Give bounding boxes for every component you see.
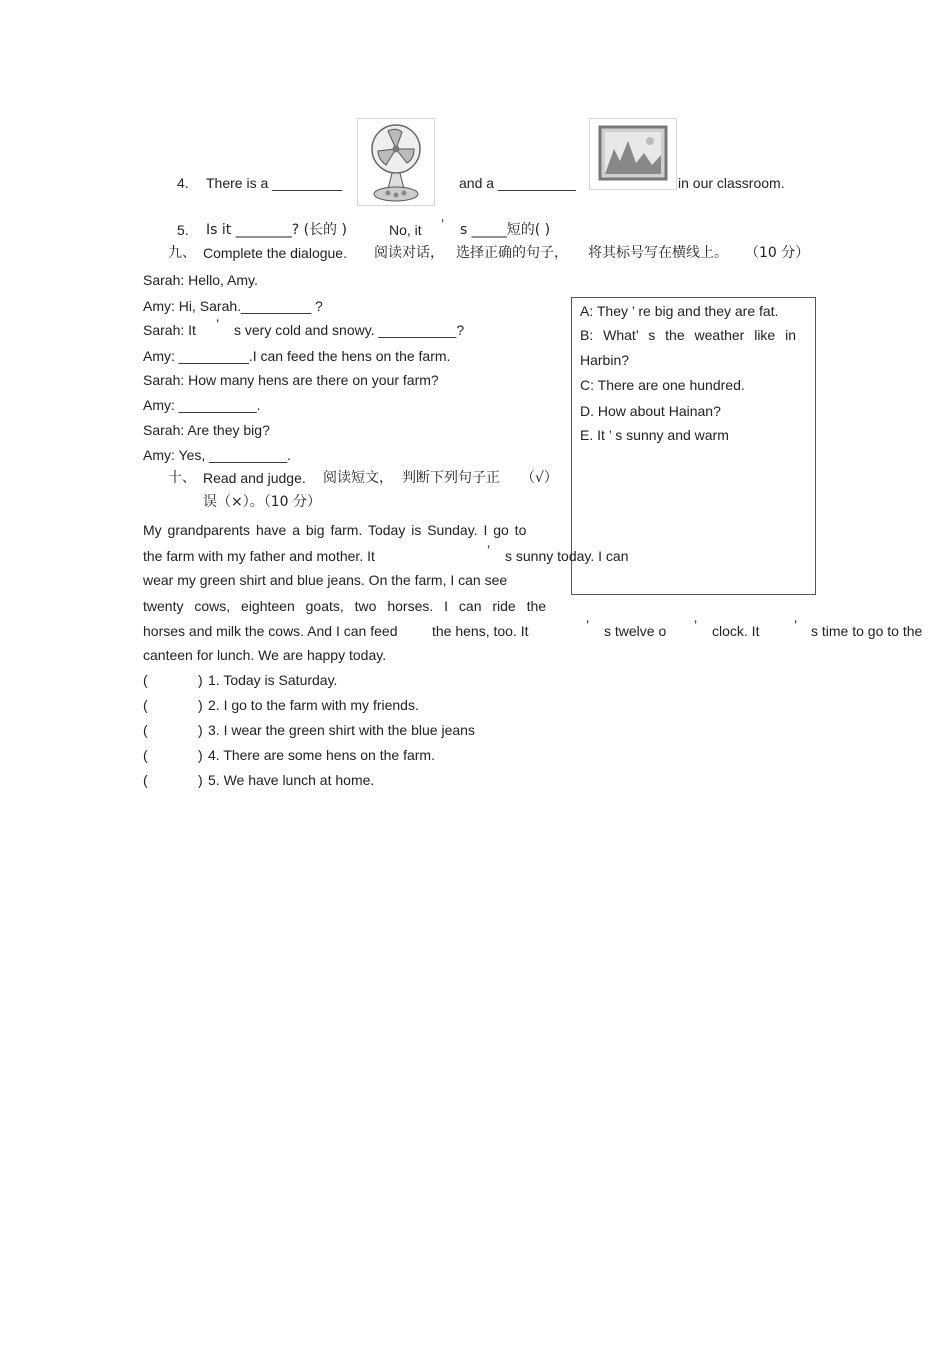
option-a: A: They ’ re big and they are fat. — [580, 303, 779, 319]
judge-2-paren-close: ) — [198, 697, 203, 713]
passage-line-5-apostrophe-2: ’ — [694, 617, 698, 633]
section9-number: 九、 — [168, 245, 196, 261]
section9-instruction-1: 阅读对话， — [374, 245, 444, 261]
passage-line-5-end: s time to go to the — [811, 623, 923, 639]
q5-answer-start: No, it — [389, 222, 422, 238]
dialogue-line-3-apostrophe: ’ — [216, 316, 220, 332]
section9-instruction-2: 选择正确的句子， — [456, 245, 568, 261]
q5-apostrophe: ’ — [441, 216, 445, 232]
q4-number: 4. — [177, 175, 189, 191]
dialogue-line-1: Sarah: Hello, Amy. — [143, 272, 258, 288]
dialogue-line-8: Amy: Yes, __________. — [143, 447, 291, 463]
option-b-line1: B: What’ s the weather like in — [580, 327, 797, 343]
section9-instruction-3: 将其标号写在横线上。 — [588, 245, 728, 261]
dialogue-line-5: Sarah: How many hens are there on your farm? — [143, 372, 439, 388]
dialogue-line-2: Amy: Hi, Sarah._________ ? — [143, 298, 323, 314]
judge-1-text: 1. Today is Saturday. — [208, 672, 338, 688]
judge-4-paren-open: ( — [143, 747, 148, 763]
judge-5-paren-open: ( — [143, 772, 148, 788]
passage-line-4: twenty cows, eighteen goats, two horses. I can ride the — [143, 598, 547, 614]
q4-text-part2: and a __________ — [459, 175, 576, 191]
judge-5-paren-close: ) — [198, 772, 203, 788]
passage-line-5-apostrophe-3: ’ — [794, 617, 798, 633]
dialogue-line-7: Sarah: Are they big? — [143, 422, 270, 438]
dialogue-line-4: Amy: _________.I can feed the hens on the farm. — [143, 348, 451, 364]
section10-instruction-1: 阅读短文， — [323, 470, 393, 486]
q5-number: 5. — [177, 222, 189, 238]
passage-line-2-start: the farm with my father and mother. It — [143, 548, 375, 564]
judge-1-paren-close: ) — [198, 672, 203, 688]
judge-3-paren-close: ) — [198, 722, 203, 738]
judge-2-paren-open: ( — [143, 697, 148, 713]
judge-1-paren-open: ( — [143, 672, 148, 688]
option-d: D. How about Hainan? — [580, 403, 721, 419]
q5-answer-end: s _____短的( ) — [460, 222, 551, 238]
dialogue-line-3-start: Sarah: It — [143, 322, 196, 338]
judge-4-text: 4. There are some hens on the farm. — [208, 747, 435, 763]
option-c: C: There are one hundred. — [580, 377, 745, 393]
passage-line-5-apostrophe-1: ’ — [586, 617, 590, 633]
passage-line-5-part3: s twelve o — [604, 623, 667, 639]
judge-2-text: 2. I go to the farm with my friends. — [208, 697, 419, 713]
passage-line-5-start: horses and milk the cows. And I can feed — [143, 623, 398, 639]
section9-title: Complete the dialogue. — [203, 245, 347, 261]
section10-number: 十、 — [168, 470, 196, 486]
section10-title: Read and judge. — [203, 470, 306, 486]
dialogue-line-3-end: s very cold and snowy. __________? — [234, 322, 465, 338]
option-b-line2: Harbin? — [580, 352, 630, 368]
passage-line-2-end: s sunny today. I can — [505, 548, 629, 564]
painting-icon — [589, 118, 677, 190]
section10-instruction-3: （√） — [521, 470, 558, 486]
section10-instruction-4: 误（×）。（10 分） — [203, 494, 321, 510]
judge-5-text: 5. We have lunch at home. — [208, 772, 375, 788]
passage-line-5-part2: the hens, too. It — [432, 623, 529, 639]
judge-4-paren-close: ) — [198, 747, 203, 763]
q4-text-part1: There is a _________ — [206, 175, 343, 191]
passage-line-3: wear my green shirt and blue jeans. On the farm, I can see — [143, 572, 508, 588]
fan-icon — [357, 118, 435, 206]
passage-line-2-apostrophe: ’ — [487, 542, 491, 558]
passage-line-5-part4: clock. It — [712, 623, 760, 639]
section10-instruction-2: 判断下列句子正 — [402, 470, 500, 486]
q5-question: Is it ________? (长的 ) — [206, 222, 347, 238]
judge-3-text: 3. I wear the green shirt with the blue jeans — [208, 722, 475, 738]
dialogue-line-6: Amy: __________. — [143, 397, 261, 413]
passage-line-1: My grandparents have a big farm. Today is Sunday. I go to — [143, 522, 527, 538]
q4-text-part3: in our classroom. — [678, 175, 785, 191]
section9-score: （10 分） — [745, 245, 810, 261]
judge-3-paren-open: ( — [143, 722, 148, 738]
passage-line-6: canteen for lunch. We are happy today. — [143, 647, 387, 663]
option-e: E. It ’ s sunny and warm — [580, 427, 729, 443]
